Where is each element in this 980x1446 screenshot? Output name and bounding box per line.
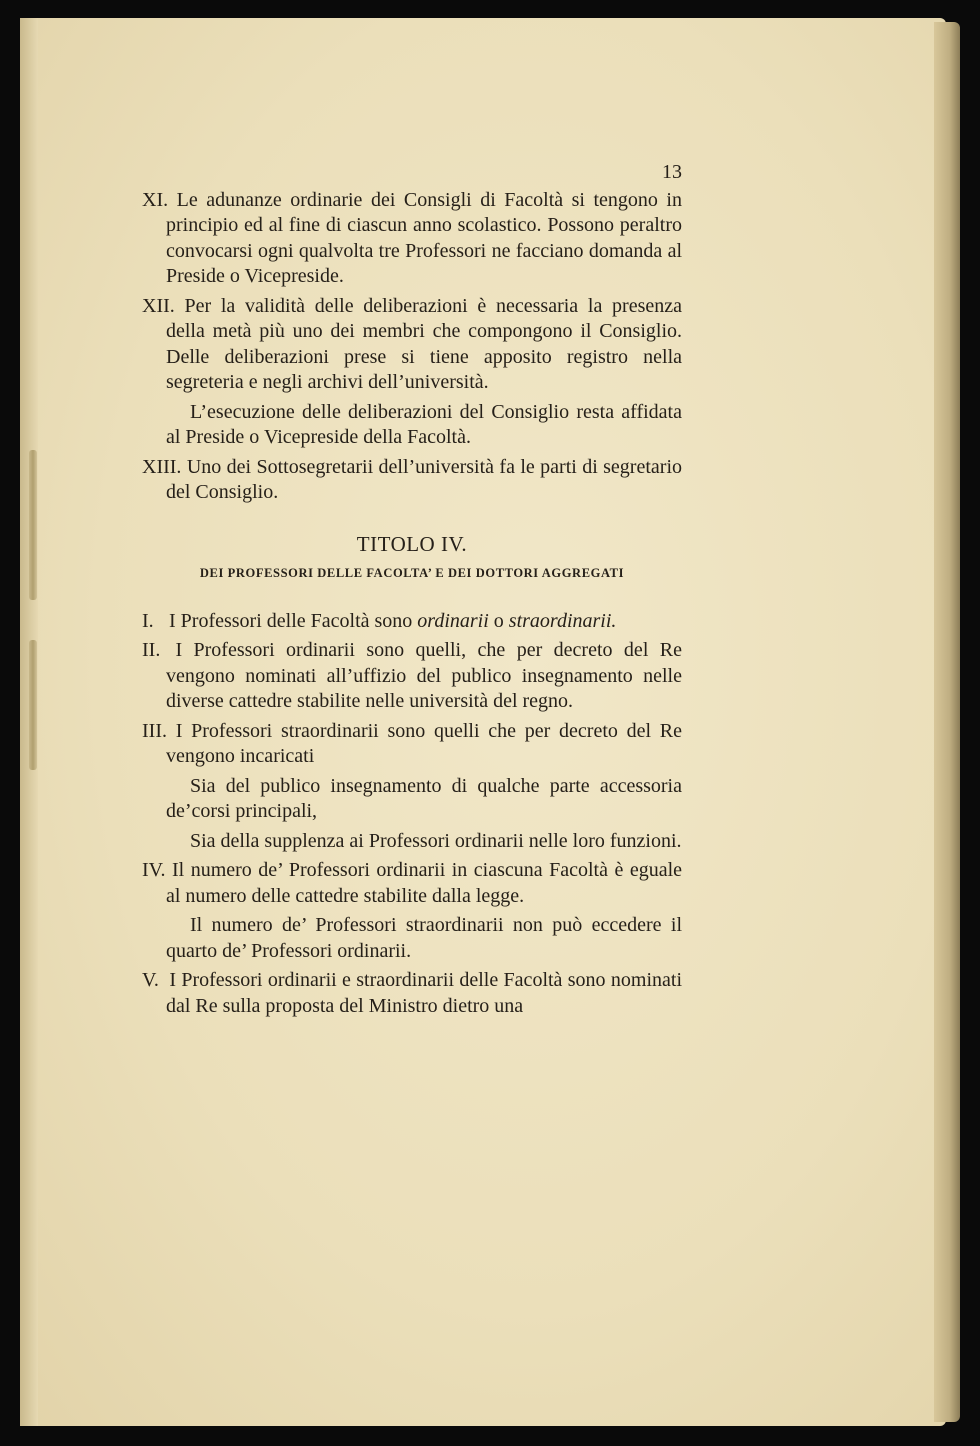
article-text: I Professori straordinarii sono quelli che per decreto del Re vengono incaricati bbox=[166, 719, 682, 767]
binding-thread bbox=[29, 450, 37, 600]
article-i bbox=[142, 609, 682, 635]
article-number: XI. bbox=[142, 188, 169, 211]
article-iv-continuation: Il numero de’ Professori straordinarii non può eccedere il quarto de’ Professori ordinarii. bbox=[166, 914, 682, 962]
article-number: I. bbox=[142, 609, 154, 632]
page-text bbox=[142, 160, 682, 1023]
section-subtitle: DEI PROFESSORI DELLE FACOLTA’ E DEI DOTTORI AGGREGATI bbox=[199, 566, 625, 580]
article-xiii bbox=[142, 455, 682, 506]
article-iv bbox=[142, 858, 682, 909]
article-text: I Professori delle Facoltà sono bbox=[169, 609, 413, 632]
section-title: TITOLO IV. bbox=[356, 531, 468, 556]
article-v bbox=[142, 968, 682, 1019]
article-number: III. bbox=[142, 719, 167, 742]
article-text: Le adunanze ordinarie dei Consigli di Facoltà si tengono in principio ed al fine di ciascun anno scolastico. Possono peraltro convocarsi ogni qualvolta tre Professori ne facciano domanda al Preside o Vicepreside. bbox=[166, 188, 682, 287]
italic-term: ordinarii bbox=[417, 609, 489, 632]
page-number: 13 bbox=[662, 161, 682, 183]
article-number: IV. bbox=[142, 859, 166, 881]
article-text: Uno dei Sottosegretarii dell’università fa le parti di segretario del Consiglio. bbox=[166, 455, 682, 503]
article-text: Per la validità delle deliberazioni è necessaria la presenza della metà più uno dei membri che compongono il Consiglio. Delle deliberazioni prese si tiene apposito registro nella segreteria e negli archivi dell’università. bbox=[166, 294, 682, 393]
italic-term: straordinarii. bbox=[508, 609, 617, 632]
article-xii-continuation: L’esecuzione delle deliberazioni del Consiglio resta affidata al Preside o Vicepreside della Facoltà. bbox=[166, 400, 682, 448]
page-edge bbox=[934, 22, 960, 1422]
binding-thread bbox=[29, 640, 37, 770]
article-number: II. bbox=[142, 639, 161, 661]
article-xii bbox=[142, 294, 682, 396]
article-iii-item: Sia della supplenza ai Professori ordinarii nelle loro funzioni. bbox=[190, 829, 682, 852]
article-iii-item: Sia del publico insegnamento di qualche parte accessoria de’corsi principali, bbox=[166, 774, 682, 822]
article-text: Il numero de’ Professori ordinarii in ciascuna Facoltà è eguale al numero delle cattedre stabilite dalla legge. bbox=[166, 859, 683, 907]
article-number: XIII. bbox=[142, 455, 182, 478]
article-iii bbox=[142, 719, 682, 770]
article-ii bbox=[142, 638, 682, 715]
article-number: V. bbox=[142, 969, 159, 991]
article-number: XII. bbox=[142, 294, 175, 317]
article-xi bbox=[142, 188, 682, 290]
article-text: o bbox=[493, 609, 504, 632]
article-text: I Professori ordinarii sono quelli, che per decreto del Re vengono nominati all’uffizio del publico insegnamento nelle diverse cattedre stabilite nelle università del regno. bbox=[166, 639, 683, 712]
article-text: I Professori ordinarii e straordinarii delle Facoltà sono nominati dal Re sulla proposta del Ministro dietro una bbox=[166, 969, 683, 1017]
